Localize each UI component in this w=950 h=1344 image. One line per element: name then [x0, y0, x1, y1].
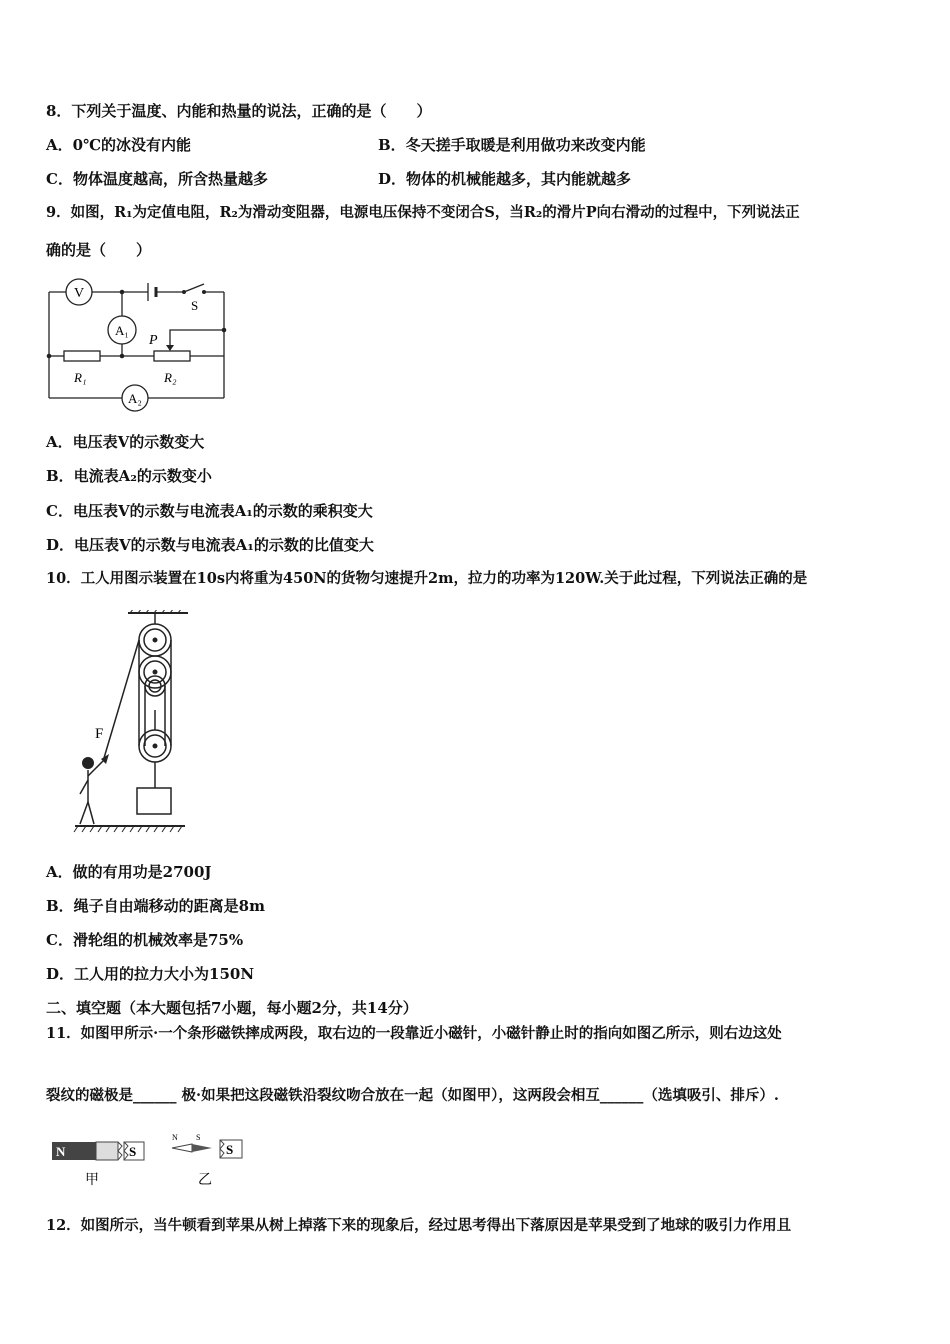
resistor-r2-label: R₂	[164, 370, 177, 385]
q9-stem-line2: 确的是（ ）	[46, 241, 152, 259]
figure-yi-label: 乙	[198, 1173, 212, 1188]
voltmeter-label: V	[73, 286, 85, 301]
q9-option-d: D．电压表V的示数与电流表A₁的示数的比值变大	[46, 536, 374, 554]
q8-option-b: B．冬天搓手取暖是利用做功来改变内能	[378, 136, 646, 154]
q9-option-c: C．电压表V的示数与电流表A₁的示数的乘积变大	[46, 502, 373, 520]
q9-circuit-diagram	[44, 272, 234, 414]
q8-option-c: C．物体温度越高，所含热量越多	[46, 170, 268, 188]
needle-n-label: N	[172, 1133, 178, 1142]
needle-s-label: S	[196, 1133, 201, 1142]
q9-option-b: B．电流表A₂的示数变小	[46, 467, 212, 485]
q10-option-a: A．做的有用功是2700J	[46, 863, 212, 881]
q9-option-a: A．电压表V的示数变大	[46, 433, 205, 451]
q10-pulley-diagram	[70, 610, 190, 840]
q10-option-b: B．绳子自由端移动的距离是8m	[46, 897, 265, 915]
piece-s-label: S	[226, 1142, 234, 1157]
force-label: F	[95, 726, 104, 742]
q11-stem-line2: 裂纹的磁极是______ 极·如果把这段磁铁沿裂纹吻合放在一起（如图甲），这两段会相互______（选填吸引、排斥）.	[46, 1087, 779, 1104]
slider-label: P	[149, 333, 158, 348]
section-heading: 二、填空题（本大题包括7小题，每小题2分，共14分）	[46, 999, 418, 1017]
resistor-r1-label: R₁	[74, 370, 87, 385]
ammeter-a2-label: A₂	[128, 391, 142, 406]
magnet-n-label: N	[56, 1144, 66, 1159]
q10-option-d: D．工人用的拉力大小为150N	[46, 965, 255, 983]
q12-stem: 12．如图所示，当牛顿看到苹果从树上掉落下来的现象后，经过思考得出下落原因是苹果受到了地球的吸引力作用且	[46, 1217, 792, 1234]
q11-stem-line1: 11．如图甲所示·一个条形磁铁摔成两段，取右边的一段靠近小磁针，小磁针静止时的指向如图乙所示，则右边这处	[46, 1025, 782, 1042]
q9-stem-line1: 9．如图，R₁为定值电阻，R₂为滑动变阻器，电源电压保持不变闭合S，当R₂的滑片P向右滑动的过程中，下列说法正	[46, 204, 800, 221]
q8-option-a: A．0℃的冰没有内能	[46, 136, 192, 154]
ammeter-a1-label: A₁	[115, 323, 129, 338]
q10-option-c: C．滑轮组的机械效率是75%	[46, 931, 244, 949]
q8-stem: 8．下列关于温度、内能和热量的说法，正确的是（ ）	[46, 102, 432, 120]
figure-jia-label: 甲	[85, 1173, 99, 1188]
q10-stem: 10．工人用图示装置在10s内将重为450N的货物匀速提升2m，拉力的功率为120W.关于此过程，下列说法正确的是	[46, 570, 808, 587]
q11-magnet-diagram	[50, 1130, 250, 1188]
q8-option-d: D．物体的机械能越多，其内能就越多	[378, 170, 632, 188]
switch-label: S	[191, 298, 199, 313]
magnet-s-label: S	[129, 1144, 137, 1159]
